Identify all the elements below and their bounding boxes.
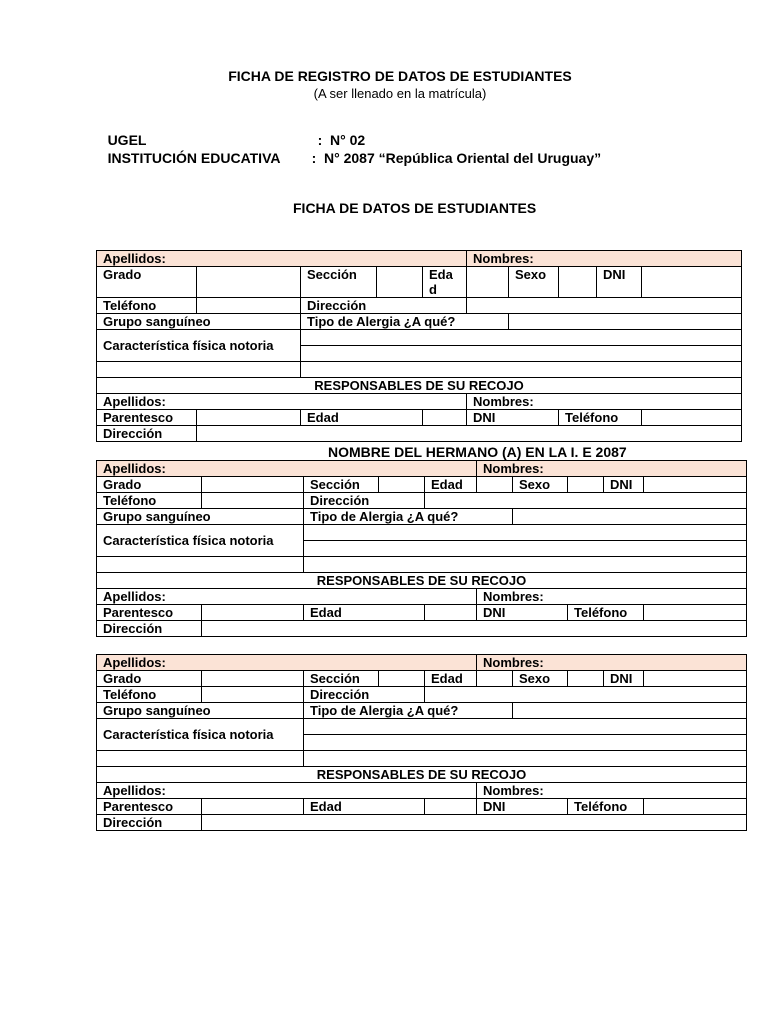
direccion-label: Dirección: [301, 298, 467, 314]
sib2-nombres-label: Nombres:: [477, 655, 747, 671]
sib2-edad-field[interactable]: [477, 671, 513, 687]
guardian-names-row: [97, 394, 742, 410]
sib2-guardian-nombres-label: Nombres:: [477, 783, 747, 799]
sib1-sexo-label: Sexo: [513, 477, 568, 493]
sib1-telefono-label: Teléfono: [97, 493, 202, 509]
sib1-grupo-label: Grupo sanguíneo: [97, 509, 304, 525]
sib1-sexo-field[interactable]: [568, 477, 604, 493]
nombres-label: Nombres:: [467, 251, 742, 267]
sib1-nombres-label: Nombres:: [477, 461, 747, 477]
sib1-edad-label: Edad: [425, 477, 477, 493]
sib2-dni-label: DNI: [604, 671, 644, 687]
section-title: FICHA DE DATOS DE ESTUDIANTES: [293, 200, 537, 216]
guardian-dni-label: DNI: [467, 410, 559, 426]
sib1-feature-row-3: [97, 557, 747, 573]
sib1-parentesco-label: Parentesco: [97, 605, 202, 621]
sib2-grupo-label: Grupo sanguíneo: [97, 703, 304, 719]
sib1-guardian-names-row: [97, 589, 747, 605]
sib1-guardian-apellidos-label: Apellidos:: [97, 589, 477, 605]
edad-field[interactable]: [467, 267, 509, 298]
sib2-guardian-edad-field[interactable]: [425, 799, 477, 815]
sib2-guardian-address-row: [97, 815, 747, 831]
sib1-responsables-title: RESPONSABLES DE SU RECOJO: [97, 573, 747, 589]
sib2-responsables-row: [97, 767, 747, 783]
parentesco-label: Parentesco: [97, 410, 197, 426]
caracteristica-label: Característica física notoria: [97, 330, 301, 362]
edad-label: Eda d: [423, 267, 467, 298]
sib1-dni-label: DNI: [604, 477, 644, 493]
caracteristica-field-3[interactable]: [301, 362, 742, 378]
caracteristica-extra-cell: [97, 362, 301, 378]
sib1-caracteristica-field-1[interactable]: [304, 525, 747, 541]
sib2-sexo-label: Sexo: [513, 671, 568, 687]
dni-label: DNI: [597, 267, 642, 298]
sib1-apellidos-label: Apellidos:: [97, 461, 477, 477]
sib2-direccion-field[interactable]: [425, 687, 747, 703]
sib2-blood-row: [97, 703, 747, 719]
sib2-caracteristica-field-1[interactable]: [304, 719, 747, 735]
sib2-alergia-field[interactable]: [513, 703, 747, 719]
sibling-section-title: NOMBRE DEL HERMANO (A) EN LA I. E 2087: [328, 444, 627, 460]
caracteristica-field-2[interactable]: [301, 346, 742, 362]
sib1-guardian-dni-label: DNI: [477, 605, 568, 621]
student-grade-row: [97, 267, 742, 298]
sib1-phone-row: [97, 493, 747, 509]
sib2-caracteristica-field-3[interactable]: [304, 751, 747, 767]
sib2-sexo-field[interactable]: [568, 671, 604, 687]
sib1-dni-field[interactable]: [644, 477, 747, 493]
institution-label: INSTITUCIÓN EDUCATIVA: [107, 150, 281, 166]
sib2-dni-field[interactable]: [644, 671, 747, 687]
sibling-data-table-1: [96, 460, 747, 637]
sib2-telefono-field[interactable]: [202, 687, 304, 703]
ugel-label: UGEL: [107, 132, 147, 148]
institution-value: : N° 2087 “República Oriental del Uruguay”: [311, 150, 602, 166]
sib2-responsables-title: RESPONSABLES DE SU RECOJO: [97, 767, 747, 783]
sib1-guardian-relation-row: [97, 605, 747, 621]
guardian-direccion-field[interactable]: [197, 426, 742, 442]
student-feature-row-1: [97, 330, 742, 346]
sib2-guardian-names-row: [97, 783, 747, 799]
responsables-title: RESPONSABLES DE SU RECOJO: [97, 378, 742, 394]
seccion-label: Sección: [301, 267, 377, 298]
sib1-parentesco-field[interactable]: [202, 605, 304, 621]
sexo-label: Sexo: [509, 267, 559, 298]
sib1-feature-row-1: [97, 525, 747, 541]
telefono-label: Teléfono: [97, 298, 197, 314]
sib1-edad-field[interactable]: [477, 477, 513, 493]
sib1-guardian-nombres-label: Nombres:: [477, 589, 747, 605]
sib2-guardian-telefono-label: Teléfono: [568, 799, 644, 815]
sib1-direccion-label: Dirección: [304, 493, 425, 509]
grupo-label: Grupo sanguíneo: [97, 314, 301, 330]
sib1-guardian-address-row: [97, 621, 747, 637]
sib1-grado-label: Grado: [97, 477, 202, 493]
alergia-label: Tipo de Alergia ¿A qué?: [301, 314, 509, 330]
sib1-caracteristica-label: Característica física notoria: [97, 525, 304, 557]
institution-row: [92, 134, 601, 182]
guardian-telefono-label: Teléfono: [559, 410, 642, 426]
grado-field[interactable]: [197, 267, 301, 298]
student-names-row: [97, 251, 742, 267]
ugel-value: : N° 02: [317, 132, 366, 148]
sib2-seccion-label: Sección: [304, 671, 379, 687]
sib2-guardian-telefono-field[interactable]: [644, 799, 747, 815]
sib2-edad-label: Edad: [425, 671, 477, 687]
sib1-responsables-row: [97, 573, 747, 589]
sib2-grado-field[interactable]: [202, 671, 304, 687]
sib1-grade-row: [97, 477, 747, 493]
sib2-guardian-direccion-label: Dirección: [97, 815, 202, 831]
student-blood-row: [97, 314, 742, 330]
sib2-feature-row-3: [97, 751, 747, 767]
apellidos-label: Apellidos:: [97, 251, 467, 267]
sib2-names-row: [97, 655, 747, 671]
sib2-guardian-relation-row: [97, 799, 747, 815]
alergia-field[interactable]: [509, 314, 742, 330]
sib2-feature-row-1: [97, 719, 747, 735]
sib1-seccion-label: Sección: [304, 477, 379, 493]
sib1-guardian-edad-label: Edad: [304, 605, 425, 621]
sib2-apellidos-label: Apellidos:: [97, 655, 477, 671]
parentesco-field[interactable]: [197, 410, 301, 426]
sib1-seccion-field[interactable]: [379, 477, 425, 493]
guardian-nombres-label: Nombres:: [467, 394, 742, 410]
sib2-grado-label: Grado: [97, 671, 202, 687]
sib2-parentesco-field[interactable]: [202, 799, 304, 815]
sib2-guardian-dni-label: DNI: [477, 799, 568, 815]
sib1-alergia-label: Tipo de Alergia ¿A qué?: [304, 509, 513, 525]
sib2-direccion-label: Dirección: [304, 687, 425, 703]
sib2-caracteristica-label: Característica física notoria: [97, 719, 304, 751]
guardian-direccion-label: Dirección: [97, 426, 197, 442]
student-data-table: [96, 250, 742, 442]
grado-label: Grado: [97, 267, 197, 298]
sib1-guardian-direccion-field[interactable]: [202, 621, 747, 637]
student-feature-row-3: [97, 362, 742, 378]
sib2-alergia-label: Tipo de Alergia ¿A qué?: [304, 703, 513, 719]
sib2-caracteristica-field-2[interactable]: [304, 735, 747, 751]
sib2-parentesco-label: Parentesco: [97, 799, 202, 815]
direccion-field[interactable]: [467, 298, 742, 314]
guardian-address-row: [97, 426, 742, 442]
guardian-apellidos-label: Apellidos:: [97, 394, 467, 410]
sib2-seccion-field[interactable]: [379, 671, 425, 687]
telefono-field[interactable]: [197, 298, 301, 314]
sib1-guardian-telefono-field[interactable]: [644, 605, 747, 621]
sib1-caracteristica-field-3[interactable]: [304, 557, 747, 573]
sib2-grade-row: [97, 671, 747, 687]
caracteristica-field-1[interactable]: [301, 330, 742, 346]
seccion-field[interactable]: [377, 267, 423, 298]
sib1-guardian-telefono-label: Teléfono: [568, 605, 644, 621]
sib1-names-row: [97, 461, 747, 477]
guardian-telefono-field[interactable]: [642, 410, 742, 426]
responsables-header-row: [97, 378, 742, 394]
sib1-blood-row: [97, 509, 747, 525]
sib1-direccion-field[interactable]: [425, 493, 747, 509]
sib2-guardian-apellidos-label: Apellidos:: [97, 783, 477, 799]
sib2-phone-row: [97, 687, 747, 703]
sib1-alergia-field[interactable]: [513, 509, 747, 525]
sexo-field[interactable]: [559, 267, 597, 298]
sibling-data-table-2: [96, 654, 747, 831]
sib2-guardian-direccion-field[interactable]: [202, 815, 747, 831]
sib2-caracteristica-extra-cell: [97, 751, 304, 767]
guardian-edad-field[interactable]: [423, 410, 467, 426]
guardian-relation-row: [97, 410, 742, 426]
sib1-guardian-edad-field[interactable]: [425, 605, 477, 621]
sib1-guardian-direccion-label: Dirección: [97, 621, 202, 637]
sib1-grado-field[interactable]: [202, 477, 304, 493]
sib1-caracteristica-extra-cell: [97, 557, 304, 573]
document-title: FICHA DE REGISTRO DE DATOS DE ESTUDIANTES: [228, 68, 572, 84]
sib2-guardian-edad-label: Edad: [304, 799, 425, 815]
sib1-caracteristica-field-2[interactable]: [304, 541, 747, 557]
student-phone-row: [97, 298, 742, 314]
sib2-telefono-label: Teléfono: [97, 687, 202, 703]
guardian-edad-label: Edad: [301, 410, 423, 426]
dni-field[interactable]: [642, 267, 742, 298]
sib1-telefono-field[interactable]: [202, 493, 304, 509]
document-subtitle: (A ser llenado en la matrícula): [313, 86, 487, 101]
